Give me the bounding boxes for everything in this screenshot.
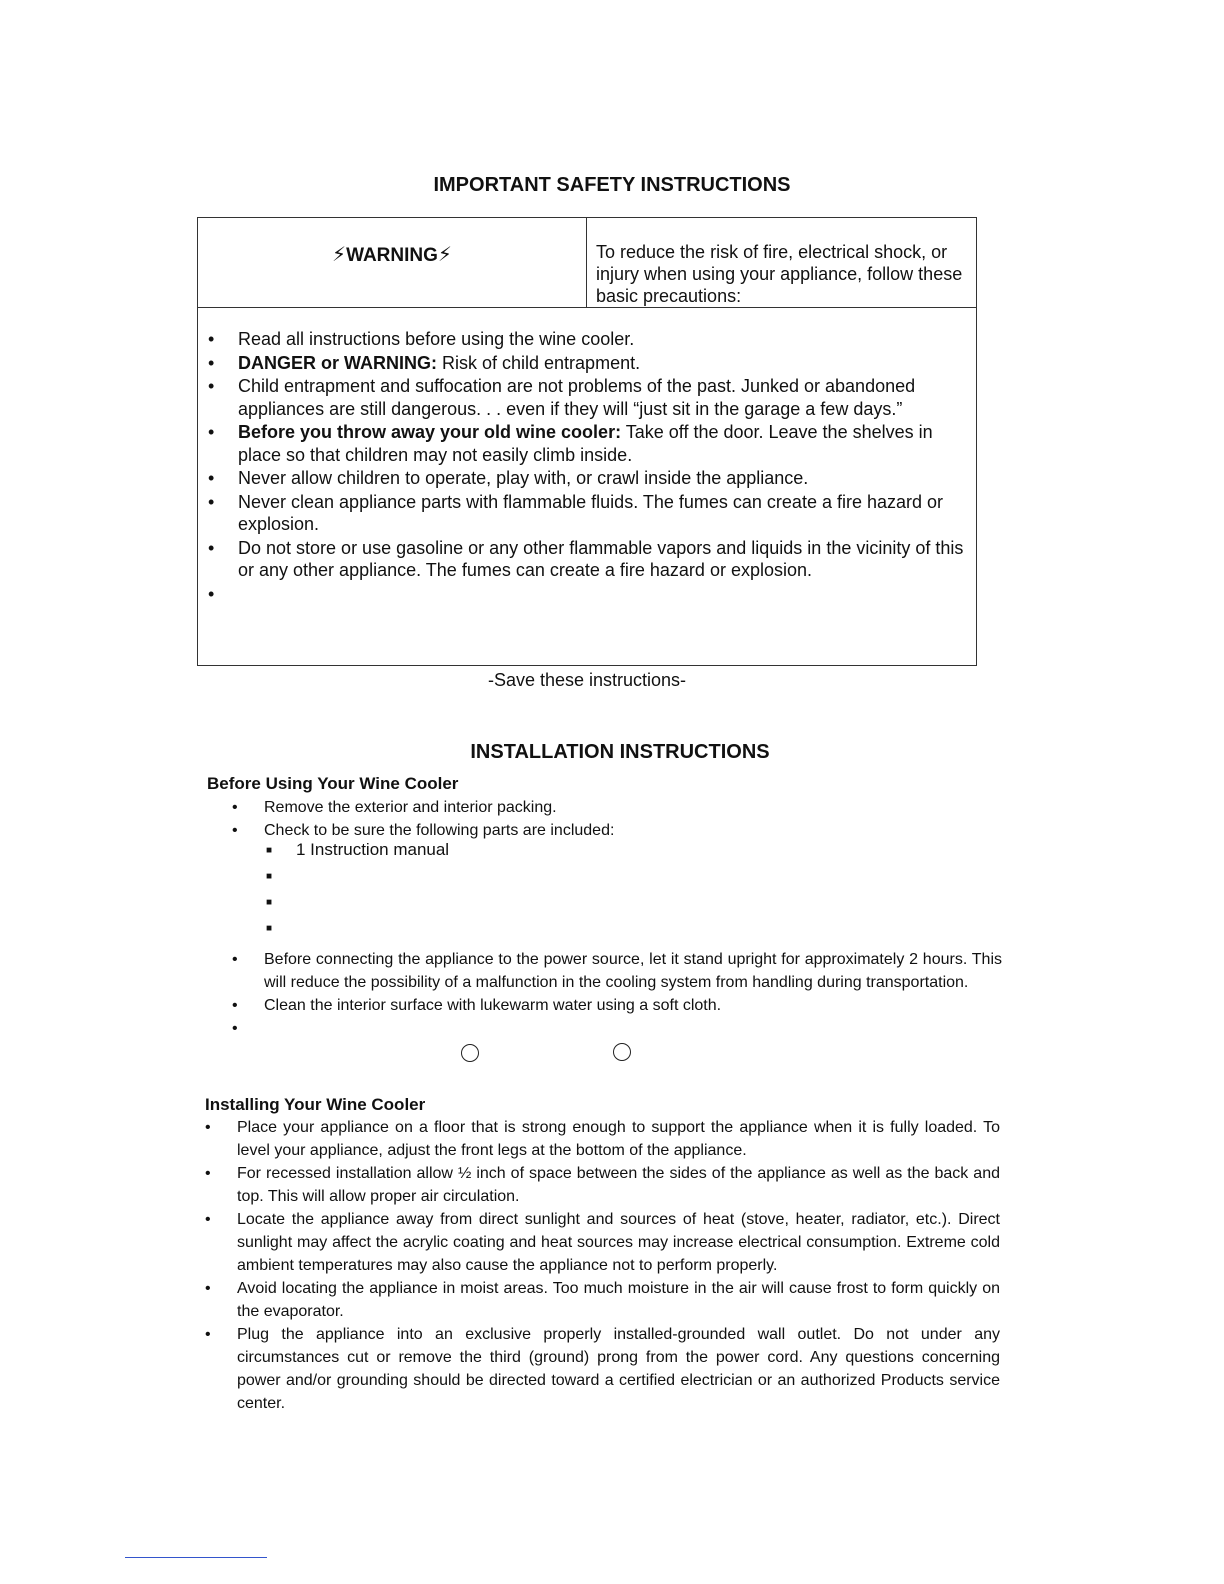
installing-list [205,1116,1000,1415]
list-item: • Avoid locating the appliance in moist areas. Too much moisture in the air will cause frost to form quickly on the evaporator. [205,1280,1000,1320]
lightning-bolt-icon: ⚡ [332,244,347,266]
list-item: • [208,583,215,604]
safety-list [198,328,968,606]
part-item: 1 Instruction manual [296,840,450,859]
footer-rule [125,1557,267,1558]
list-item: • Do not store or use gasoline or any other flammable vapors and liquids in the vicinity of this or any other appliance. The fumes can create a fire hazard or explosion. [208,537,964,580]
before-using-list-bottom [232,948,1002,1040]
installation-title: INSTALLATION INSTRUCTIONS [470,741,770,763]
list-item: • Plug the appliance into an exclusive properly installed-grounded wall outlet. Do not under any circumstances cut or remove the third (ground) prong from the power cord. Any questions concerning power and/or grounding should be directed toward a certified electrician or an authorized Products service center. [205,1326,1000,1412]
warning-box [197,217,977,666]
installing-heading: Installing Your Wine Cooler [205,1095,426,1114]
vertical-divider [586,218,587,307]
square-bullet: ■ [266,845,273,856]
warning-header-row [198,218,976,308]
circle-symbol [461,1044,479,1062]
lightning-bolt-icon: ⚡ [437,244,452,266]
square-bullet: ■ [266,871,273,882]
before-using-heading: Before Using Your Wine Cooler [207,774,459,793]
list-item: • Place your appliance on a floor that is strong enough to support the appliance when it is fully loaded. To level your appliance, adjust the front legs at the bottom of the appliance. [205,1119,1000,1159]
list-item: • DANGER or WARNING: Risk of child entrapment. [208,352,641,373]
list-item: • Locate the appliance away from direct sunlight and sources of heat (stove, heater, radiator, etc.). Direct sunlight may affect the acrylic coating and heat sources may increase electrical consumption. Extreme cold ambient temperatures may also cause the appliance not to perform properly. [205,1211,1000,1274]
circle-symbol [613,1043,631,1061]
list-item: • Clean the interior surface with lukewarm water using a soft cloth. [232,997,722,1014]
square-bullet: ■ [266,897,273,908]
save-instructions-note: -Save these instructions- [487,670,687,690]
list-item: • Child entrapment and suffocation are not problems of the past. Junked or abandoned appliances are still dangerous. . . even if they will “just sit in the garage a few days.” [208,376,916,419]
warning-text: To reduce the risk of fire, electrical shock, or injury when using your appliance, follow these basic precautions: [596,242,963,306]
safety-title: IMPORTANT SAFETY INSTRUCTIONS [433,174,791,196]
list-item: • Check to be sure the following parts are included: [232,822,615,839]
warning-title [198,242,586,267]
square-bullet: ■ [266,923,273,934]
list-item: • For recessed installation allow ½ inch of space between the sides of the appliance as well as the back and top. This will allow proper air circulation. [205,1165,1000,1205]
list-item: • Read all instructions before using the wine cooler. [208,329,635,349]
list-item: • [232,1020,238,1037]
list-item: • Before you throw away your old wine cooler: Take off the door. Leave the shelves in place so that children may not easily climb inside. [208,422,933,465]
list-item: • Remove the exterior and interior packing. [232,799,557,816]
before-using-list-top [232,796,1002,842]
list-item: • Before connecting the appliance to the power source, let it stand upright for approximately 2 hours. This will reduce the possibility of a malfunction in the cooling system from handling during transportation. [232,951,1002,991]
list-item: • Never allow children to operate, play with, or crawl inside the appliance. [208,468,809,488]
warning-label: WARNING [346,245,438,266]
list-item: • Never clean appliance parts with flammable fluids. The fumes can create a fire hazard or explosion. [208,491,944,534]
